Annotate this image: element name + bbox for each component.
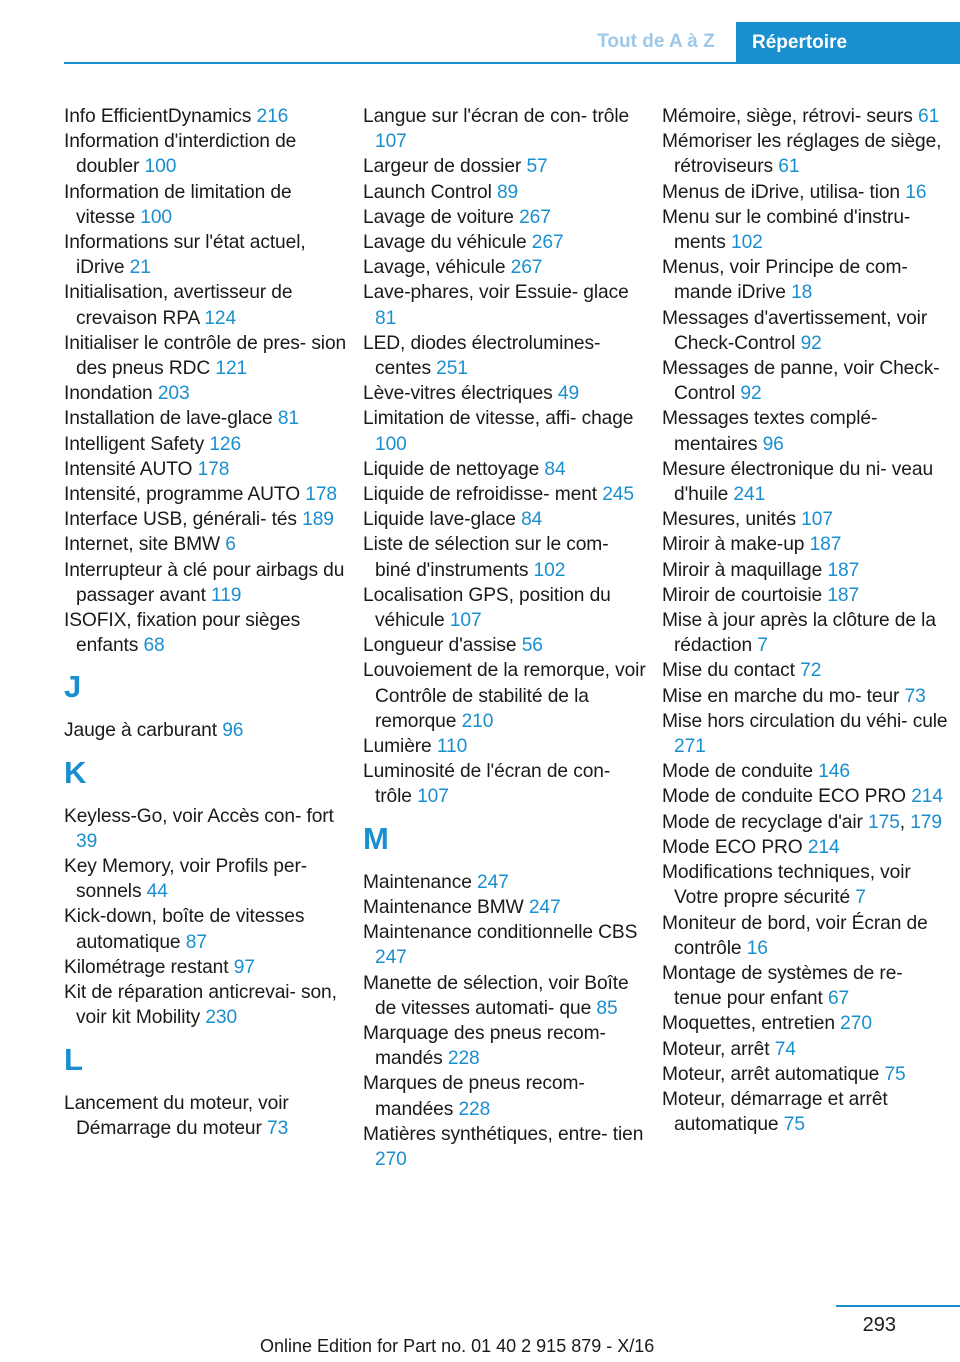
index-entry: [662, 104, 952, 129]
index-term: Keyless-Go, voir Accès con- fort: [64, 805, 334, 827]
page-reference-link[interactable]: 230: [205, 1007, 238, 1029]
index-term: Informations sur l'état actuel, iDrive: [64, 232, 306, 279]
index-term: Largeur de dossier: [363, 156, 522, 178]
index-term: Maintenance conditionnelle CBS: [363, 922, 638, 944]
index-term: Moquettes, entretien: [662, 1013, 835, 1035]
index-entry: [64, 230, 348, 280]
page-reference-link[interactable]: 179: [910, 811, 942, 833]
page-reference-link[interactable]: 61: [778, 156, 800, 178]
index-entry: [363, 104, 647, 154]
index-entry: [662, 658, 952, 683]
index-term: Messages de panne, voir Check-Control: [662, 358, 940, 405]
index-entry: [363, 255, 647, 280]
page-reference-link[interactable]: 16: [905, 181, 927, 203]
index-column-1: [64, 104, 348, 1141]
tab-repertoire[interactable]: Répertoire: [736, 22, 960, 64]
page-number: 293: [862, 1314, 896, 1336]
index-term: Mode ECO PRO: [662, 836, 803, 858]
page-reference-link[interactable]: 68: [143, 635, 165, 657]
index-term: Intensité AUTO: [64, 458, 193, 480]
page-reference-link[interactable]: 87: [185, 931, 207, 953]
index-term: Installation de lave-glace: [64, 408, 273, 430]
index-term: Kilométrage restant: [64, 956, 229, 978]
page-reference-link[interactable]: 271: [674, 736, 706, 758]
index-term: Lumière: [363, 736, 432, 758]
index-term: Messages d'avertissement, voir Check-Control: [662, 307, 928, 354]
page-reference-link[interactable]: 178: [197, 458, 230, 480]
index-entry: [64, 532, 348, 557]
index-term: Maintenance: [363, 871, 472, 893]
index-term: Mise hors circulation du véhi- cule: [662, 710, 948, 732]
index-entry: [64, 980, 348, 1030]
index-entry: [662, 911, 952, 961]
index-term: Moteur, démarrage et arrêt automatique: [662, 1088, 888, 1136]
page-reference-link[interactable]: 73: [904, 685, 926, 707]
page-reference-link[interactable]: 107: [417, 786, 449, 808]
index-entry: [64, 129, 348, 179]
index-entry: [363, 633, 647, 658]
index-term: Localisation GPS, position du véhicule: [363, 584, 611, 632]
index-entry: [662, 255, 952, 305]
index-entry: [64, 406, 348, 431]
index-term: Liste de sélection sur le com- biné d'instruments: [363, 534, 609, 581]
page-reference-link[interactable]: 97: [233, 956, 255, 978]
page-reference-link[interactable]: 178: [305, 484, 337, 506]
page-reference-link[interactable]: 85: [596, 997, 618, 1019]
index-term: Lavage du véhicule: [363, 232, 527, 254]
page-reference-link[interactable]: 241: [733, 484, 766, 506]
index-entry: [64, 381, 348, 406]
index-entry: [662, 180, 952, 205]
index-column-3: [662, 104, 952, 1137]
index-entry: [64, 507, 348, 532]
index-term: Matières synthétiques, entre- tien: [363, 1123, 644, 1145]
page-reference-link[interactable]: 49: [557, 383, 580, 405]
index-entry: [662, 457, 952, 507]
index-term: Mesure électronique du ni- veau d'huile: [662, 458, 934, 506]
index-entry: [662, 860, 952, 910]
page-reference-link[interactable]: 121: [215, 358, 248, 380]
index-term: Moteur, arrêt automatique: [662, 1063, 880, 1085]
page-reference-link[interactable]: 270: [840, 1013, 872, 1035]
page-reference-link[interactable]: 267: [519, 206, 551, 228]
page-reference-link[interactable]: 203: [157, 383, 190, 405]
page-reference-link[interactable]: 100: [375, 433, 407, 455]
index-term: Mode de recyclage d'air: [662, 811, 863, 833]
index-term: Marquage des pneus recom- mandés: [363, 1022, 606, 1070]
index-entry: [363, 1122, 647, 1172]
index-entry: [363, 1071, 647, 1121]
index-letter-heading: M: [363, 820, 389, 856]
page-reference-link[interactable]: 247: [375, 947, 407, 969]
index-term: Miroir à maquillage: [662, 559, 823, 581]
page-reference-link[interactable]: 247: [477, 871, 509, 893]
index-term: Mesures, unités: [662, 509, 796, 531]
index-term: Montage de systèmes de re- tenue pour enfant: [662, 962, 903, 1010]
index-entry: [363, 895, 647, 920]
index-entry: [64, 457, 348, 482]
index-term: Lave-phares, voir Essuie- glace: [363, 282, 629, 304]
page-reference-link[interactable]: 39: [76, 830, 98, 852]
page-reference-link[interactable]: 175: [868, 811, 900, 833]
page-reference-link[interactable]: 75: [884, 1063, 906, 1085]
index-entry: [662, 835, 952, 860]
index-term: Initialisation, avertisseur de crevaison RPA: [64, 282, 293, 329]
index-term: Internet, site BMW: [64, 534, 221, 556]
index-column-2: [363, 104, 647, 1172]
index-entry: [662, 1087, 952, 1137]
page-reference-link[interactable]: 107: [449, 610, 482, 632]
index-term: Lavage, véhicule: [363, 257, 506, 279]
index-entry: [662, 205, 952, 255]
index-entry: [64, 432, 348, 457]
index-term: Information de limitation de vitesse: [64, 181, 292, 228]
index-term: Menus, voir Principe de com- mande iDrive: [662, 257, 908, 304]
index-term: Kick-down, boîte de vitesses automatique: [64, 906, 305, 953]
index-entry: [662, 306, 952, 356]
index-term: Liquide lave-glace: [363, 509, 516, 531]
index-entry: [363, 154, 647, 179]
index-entry: [363, 1021, 647, 1071]
page-reference-link[interactable]: 81: [277, 408, 299, 430]
page-reference-link[interactable]: 126: [209, 433, 242, 455]
page-reference-link[interactable]: 21: [129, 257, 151, 279]
index-entry: [363, 507, 647, 532]
index-term: Liquide de nettoyage: [363, 458, 540, 480]
tab-tout-de-a-a-z[interactable]: Tout de A à Z: [597, 31, 715, 52]
index-entry: [662, 684, 952, 709]
index-entry: [64, 608, 348, 658]
index-term: Mode de conduite: [662, 761, 813, 783]
index-entry: [64, 955, 348, 980]
index-term: Lancement du moteur, voir Démarrage du moteur: [64, 1092, 289, 1139]
index-entry: [363, 658, 647, 734]
index-entry: [662, 507, 952, 532]
page-reference-link[interactable]: 107: [801, 509, 833, 531]
page-reference-link[interactable]: 228: [447, 1048, 480, 1070]
index-entry: [64, 854, 348, 904]
page-reference-link[interactable]: 7: [855, 887, 866, 909]
page-reference-link[interactable]: 187: [809, 534, 842, 556]
index-entry: Mode de recyclage d'air 175, 179: [662, 811, 942, 833]
index-entry: [363, 457, 647, 482]
index-entry: [662, 759, 952, 784]
page-reference-link[interactable]: 92: [740, 383, 762, 405]
page-reference-link[interactable]: 18: [791, 282, 813, 304]
index-term: Lavage de voiture: [363, 206, 514, 228]
page-reference-link[interactable]: 267: [510, 257, 543, 279]
footer-rule: [836, 1305, 960, 1307]
page-reference-link[interactable]: 57: [526, 156, 548, 178]
index-entry: [363, 870, 647, 895]
page-reference-link[interactable]: 107: [375, 131, 407, 153]
page-reference-link[interactable]: 16: [746, 937, 768, 959]
index-entry: [363, 280, 647, 330]
page-reference-link[interactable]: 72: [800, 660, 822, 682]
page-reference-link[interactable]: 247: [528, 896, 561, 918]
page-reference-link[interactable]: 96: [762, 433, 784, 455]
index-term: Miroir à make-up: [662, 534, 805, 556]
index-entry: [64, 331, 348, 381]
index-term: Messages textes complé- mentaires: [662, 408, 878, 455]
index-entry: [662, 709, 952, 759]
index-term: Info EfficientDynamics: [64, 106, 252, 127]
page-reference-link[interactable]: 270: [375, 1148, 407, 1170]
index-term: Mise à jour après la clôture de la rédaction: [662, 610, 936, 657]
page-reference-link[interactable]: 228: [458, 1098, 491, 1120]
index-entry: [662, 1037, 952, 1062]
index-term: Moniteur de bord, voir Écran de contrôle: [662, 912, 928, 959]
index-entry: [662, 129, 952, 179]
edition-note: Online Edition for Part no. 01 40 2 915 879 - X/16: [260, 1336, 655, 1356]
index-entry: [363, 482, 647, 507]
page-reference-link[interactable]: 146: [818, 761, 850, 783]
index-term: Mise en marche du mo- teur: [662, 685, 900, 707]
index-term: Kit de réparation anticrevai- son, voir kit Mobility: [64, 982, 337, 1029]
index-entry: [662, 961, 952, 1011]
page-reference-link[interactable]: 56: [521, 635, 543, 657]
index-term: Interrupteur à clé pour airbags du passager avant: [64, 559, 345, 606]
index-entry: [662, 784, 952, 809]
index-term: Liquide de refroidisse- ment: [363, 484, 597, 506]
index-entry: [363, 180, 647, 205]
index-term: Modifications techniques, voir Votre propre sécurité: [662, 862, 911, 909]
index-term: Intensité, programme AUTO: [64, 484, 301, 506]
page-reference-link[interactable]: 216: [256, 106, 289, 127]
index-term: Key Memory, voir Profils per- sonnels: [64, 856, 308, 903]
index-term: Langue sur l'écran de con- trôle: [363, 106, 630, 127]
index-entry: [363, 331, 647, 381]
page-reference-link[interactable]: 100: [144, 156, 177, 178]
index-entry: [363, 971, 647, 1021]
page-reference-link[interactable]: 187: [827, 584, 860, 606]
index-term: Moteur, arrêt: [662, 1038, 770, 1060]
page-reference-link[interactable]: 81: [375, 307, 397, 329]
index-entry: [662, 406, 952, 456]
index-term: ISOFIX, fixation pour sièges enfants: [64, 610, 301, 657]
index-entry: [662, 583, 952, 608]
page-reference-link[interactable]: 119: [211, 584, 242, 606]
index-term: Miroir de courtoisie: [662, 584, 823, 606]
index-entry: [363, 406, 647, 456]
index-term: Launch Control: [363, 181, 492, 203]
index-entry: [363, 920, 647, 970]
index-term: Intelligent Safety: [64, 433, 205, 455]
page-reference-link[interactable]: 96: [222, 720, 244, 742]
page-reference-link[interactable]: 6: [225, 534, 236, 556]
index-term: Mise du contact: [662, 660, 795, 682]
index-entry: [363, 583, 647, 633]
index-term: Initialiser le contrôle de pres- sion des pneus RDC: [64, 332, 347, 380]
index-term: Mémoriser les réglages de siège, rétroviseurs: [662, 131, 942, 178]
index-entry: [363, 381, 647, 406]
page-reference-link[interactable]: 7: [757, 635, 768, 657]
index-term: Mémoire, siège, rétrovi- seurs: [662, 106, 913, 127]
page-reference-link[interactable]: 92: [800, 332, 822, 354]
page-reference-link[interactable]: 61: [918, 106, 940, 127]
page-reference-link[interactable]: 267: [531, 232, 564, 254]
index-term: Luminosité de l'écran de con- trôle: [363, 761, 611, 808]
page-reference-link[interactable]: 245: [602, 484, 634, 506]
page-reference-link[interactable]: 187: [827, 559, 860, 581]
index-entry: [363, 759, 647, 809]
index-entry: [363, 230, 647, 255]
index-term: Manette de sélection, voir Boîte de vitesses automati- que: [363, 972, 629, 1019]
index-term: Mode de conduite ECO PRO: [662, 786, 906, 808]
index-entry: [64, 718, 348, 743]
index-term: Jauge à carburant: [64, 720, 217, 742]
page-reference-link[interactable]: 110: [436, 736, 468, 758]
page-reference-link[interactable]: 214: [807, 836, 840, 858]
index-entry: [64, 904, 348, 954]
index-term: Information d'interdiction de doubler: [64, 131, 297, 178]
page-reference-link[interactable]: 75: [783, 1114, 805, 1136]
index-term: Louvoiement de la remorque, voir Contrôle de stabilité de la remorque: [363, 660, 646, 732]
page-reference-link[interactable]: 102: [533, 559, 566, 581]
index-term: Marques de pneus recom- mandées: [363, 1073, 585, 1120]
index-term: Inondation: [64, 383, 153, 405]
index-entry: [64, 180, 348, 230]
page-reference-link[interactable]: 84: [521, 509, 543, 531]
page-reference-link[interactable]: 89: [496, 181, 519, 203]
index-letter-heading: K: [64, 754, 87, 790]
page-reference-link[interactable]: 73: [267, 1117, 289, 1139]
index-term: Menus de iDrive, utilisa- tion: [662, 181, 901, 203]
index-entry: [64, 558, 348, 608]
page-reference-link[interactable]: 210: [461, 710, 494, 732]
index-entry: [662, 558, 952, 583]
index-entry: [662, 356, 952, 406]
page-reference-link[interactable]: 74: [774, 1038, 796, 1060]
page-reference-link[interactable]: 84: [544, 458, 566, 480]
index-term: Interface USB, générali- tés: [64, 509, 297, 531]
page-reference-link[interactable]: 67: [827, 988, 850, 1010]
page-reference-link[interactable]: 102: [731, 232, 763, 254]
index-entry: [64, 104, 348, 129]
index-entry: [662, 1011, 952, 1036]
page-reference-link[interactable]: 251: [436, 358, 468, 380]
index-term: Limitation de vitesse, affi- chage: [363, 408, 634, 430]
page-reference-link[interactable]: 189: [302, 509, 334, 531]
index-entry: [662, 608, 952, 658]
index-entry: [363, 734, 647, 759]
page-reference-link[interactable]: 214: [911, 786, 943, 808]
index-letter-heading: J: [64, 669, 82, 705]
index-entry: [64, 482, 348, 507]
index-letter-heading: L: [64, 1041, 83, 1077]
index-entry: [662, 1062, 952, 1087]
page-reference-link[interactable]: 124: [204, 307, 237, 329]
index-entry: [363, 532, 647, 582]
index-entry: [64, 280, 348, 330]
index-entry: [662, 532, 952, 557]
page-reference-link[interactable]: 44: [146, 881, 168, 903]
page-reference-link[interactable]: 100: [140, 206, 172, 228]
index-term: Maintenance BMW: [363, 896, 524, 918]
index-term: Lève-vitres électriques: [363, 383, 553, 405]
index-term: Menu sur le combiné d'instru- ments: [662, 206, 911, 254]
index-entry: [363, 205, 647, 230]
index-entry: [64, 1091, 348, 1141]
index-term: LED, diodes électrolumines- centes: [363, 332, 601, 380]
index-entry: [64, 804, 348, 854]
index-term: Longueur d'assise: [363, 635, 517, 657]
